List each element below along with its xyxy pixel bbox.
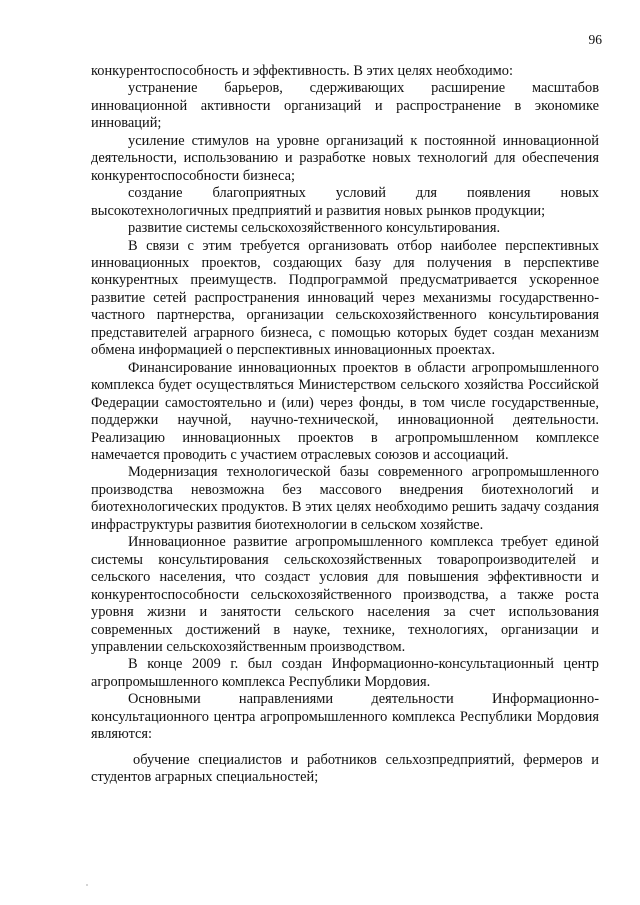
list-item-incentives: усиление стимулов на уровне организаций к постоянной инновационной деятельности, использованию и разработке новых технологий для обеспечения конкурентоспособности бизнеса; bbox=[91, 132, 599, 184]
list-item-consulting: развитие системы сельскохозяйственного консультирования. bbox=[128, 220, 501, 237]
paragraph-project-selection: В связи с этим требуется организовать отбор наиболее перспективных инновационных проектов, создающих базу для получения в перспективе конкурентных преимуществ. Подпрограммой предусматривается ускоренное развитие сетей распространения инноваций через механизмы государственно-частного партнерства, организации сельскохозяйственного консультирования представителей аграрного бизнеса, с помощью которых будет создан механизм обмена информацией о перспективных инновационных проектах. bbox=[91, 237, 599, 359]
list-item-training: обучение специалистов и работников сельхозпредприятий, фермеров и студентов аграрных специальностей; bbox=[91, 751, 599, 786]
scan-artifact bbox=[86, 884, 88, 886]
list-item-barriers: устранение барьеров, сдерживающих расширение масштабов инновационной активности организаций и распространение в экономике инноваций; bbox=[91, 80, 599, 132]
page-number: 96 bbox=[588, 32, 602, 47]
paragraph-modernization: Модернизация технологической базы современного агропромышленного производства невозможна без массового внедрения биотехнологий и биотехнологических продуктов. В этих целях необходимо решить задачу создания инфраструктуры развития биотехнологии в сельском хозяйстве. bbox=[91, 464, 599, 533]
paragraph-innovative-development: Инновационное развитие агропромышленного комплекса требует единой системы консультирования сельскохозяйственных товаропроизводителей и сельского населения, что создаст условия для повышения эффективности и конкурентоспособности сельскохозяйственного производства, а также роста уровня жизни и занятости сельского населения за счет использования современных достижений в науке, технике, технологиях, организации и управлении сельскохозяйственным производством. bbox=[91, 534, 599, 655]
list-item-conditions: создание благоприятных условий для появления новых высокотехнологичных предприятий и развития новых рынков продукции; bbox=[91, 185, 599, 219]
paragraph-financing: Финансирование инновационных проектов в области агропромышленного комплекса будет осуществляться Министерством сельского хозяйства Российской Федерации самостоятельно и (или) через фонды, в том числе государственные, поддержки научной, научно-технической, инновационной деятельности. Реализацию инновационных проектов в агропромышленном комплексе намечается проводить с участием отраслевых союзов и ассоциаций. bbox=[91, 359, 599, 463]
page-body bbox=[91, 63, 599, 787]
paragraph-main-directions: Основными направлениями деятельности Информационно-консультационного центра агропромышленного комплекса Республики Мордовия являются: bbox=[91, 691, 599, 743]
paragraph-center-created: В конце 2009 г. был создан Информационно-консультационный центр агропромышленного комплекса Республики Мордовия. bbox=[91, 656, 599, 690]
paragraph-intro: конкурентоспособность и эффективность. В этих целях необходимо: bbox=[91, 63, 513, 79]
